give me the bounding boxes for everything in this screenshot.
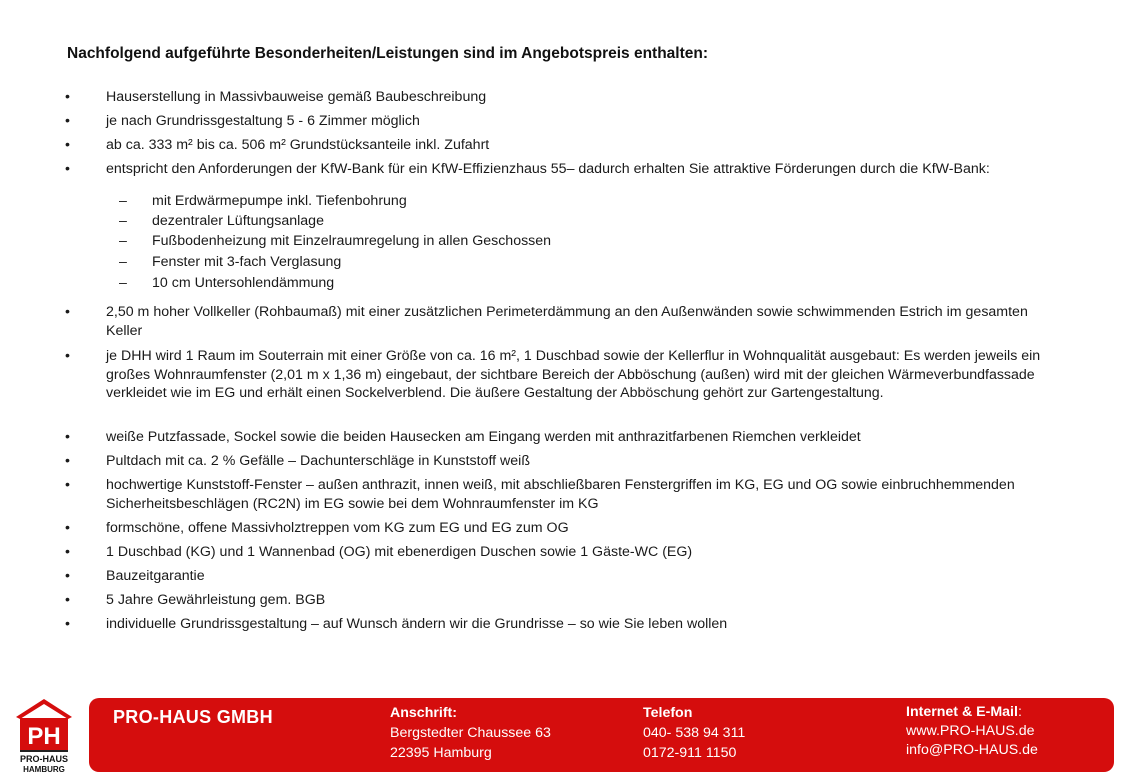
bullet: • xyxy=(65,89,70,105)
sub-list-item-text: dezentraler Lüftungsanlage xyxy=(152,213,324,229)
list-item xyxy=(0,428,1130,452)
logo-text-line1: PRO-HAUS xyxy=(19,754,69,764)
footer-bar xyxy=(89,698,1114,772)
bullet: • xyxy=(65,137,70,153)
list-item-text: je DHH wird 1 Raum im Souterrain mit einer Größe von ca. 16 m², 1 Duschbad sowie der Kellerflur in Wohnqualität ausgebaut: Es werden jeweils ein großes Wohnraumfenster (2,01 m x 1,36 m) eingebaut, der sichtbare Bereich der Abböschung (außen) wird mit der gleichen Wärmeverbundfassade verkleidet wie im EG und erhält einen Sockelverblend. Die äußere Gestaltung der Abböschung gehört zur Gartengestaltung. xyxy=(106,348,1041,401)
list-item-text: formschöne, offene Massivholztreppen vom KG zum EG und EG zum OG xyxy=(106,520,569,536)
list-item xyxy=(0,303,1130,347)
list-item-text: 5 Jahre Gewährleistung gem. BGB xyxy=(106,592,326,608)
logo-mark: PH xyxy=(27,723,61,750)
list-item xyxy=(0,160,1130,192)
dash: – xyxy=(119,233,127,249)
feature-list xyxy=(0,88,1130,639)
phone-number-2[interactable]: 0172-911 1150 xyxy=(643,745,737,761)
sub-list-item xyxy=(0,232,1130,253)
address-city: 22395 Hamburg xyxy=(390,745,492,761)
bullet: • xyxy=(65,568,70,584)
bullet: • xyxy=(65,453,70,469)
sub-list-item-text: Fenster mit 3-fach Verglasung xyxy=(152,254,342,270)
list-item xyxy=(0,136,1130,160)
list-item-text: ab ca. 333 m² bis ca. 506 m² Grundstücksanteile inkl. Zufahrt xyxy=(106,137,490,153)
bullet: • xyxy=(65,304,70,320)
list-item xyxy=(0,591,1130,615)
sub-list-item xyxy=(0,212,1130,232)
list-item xyxy=(0,519,1130,543)
logo-text-line2: HAMBURG xyxy=(23,765,65,774)
list-item-text: Hauserstellung in Massivbauweise gemäß Baubeschreibung xyxy=(106,89,487,105)
list-item xyxy=(0,615,1130,639)
phone-block xyxy=(643,703,745,763)
sub-list-item xyxy=(0,192,1130,212)
list-item xyxy=(0,88,1130,112)
company-name: PRO-HAUS GMBH xyxy=(113,707,273,727)
bullet: • xyxy=(65,429,70,445)
sub-list-item xyxy=(0,253,1130,274)
web-label: Internet & E-Mail xyxy=(906,704,1018,720)
bullet: • xyxy=(65,348,70,364)
pro-haus-logo xyxy=(12,697,76,777)
web-block xyxy=(906,703,1038,760)
list-item xyxy=(0,476,1130,519)
list-item-text: hochwertige Kunststoff-Fenster – außen anthrazit, innen weiß, mit abschließbaren Fenstergriffen im KG, EG und OG sowie einbruchhemmenden Sicherheitsbeschlägen (RC2N) im EG sowie bei dem Wohnraumfenster im KG xyxy=(106,477,1015,512)
list-item xyxy=(0,567,1130,591)
address-street: Bergstedter Chaussee 63 xyxy=(390,725,551,741)
bullet: • xyxy=(65,477,70,493)
bullet: • xyxy=(65,544,70,560)
sub-list-item xyxy=(0,274,1130,303)
list-item xyxy=(0,112,1130,136)
list-item-text: Bauzeitgarantie xyxy=(106,568,205,584)
bullet: • xyxy=(65,520,70,536)
web-label-colon: : xyxy=(1017,704,1022,720)
phone-label: Telefon xyxy=(643,705,693,721)
website-link[interactable]: www.PRO-HAUS.de xyxy=(906,723,1035,739)
web-label-row xyxy=(906,703,1038,722)
bullet: • xyxy=(65,113,70,129)
bullet: • xyxy=(65,161,70,177)
page-heading: Nachfolgend aufgeführte Besonderheiten/Leistungen sind im Angebotspreis enthalten: xyxy=(67,45,709,62)
dash: – xyxy=(119,193,127,209)
address-block xyxy=(390,703,551,763)
list-item xyxy=(0,347,1130,428)
logo-roof-icon xyxy=(16,699,72,719)
dash: – xyxy=(119,254,127,270)
list-item xyxy=(0,543,1130,567)
list-item-text: Pultdach mit ca. 2 % Gefälle – Dachunterschläge in Kunststoff weiß xyxy=(106,453,531,469)
dash: – xyxy=(119,275,127,291)
logo-divider xyxy=(20,750,68,752)
list-item-text: je nach Grundrissgestaltung 5 - 6 Zimmer möglich xyxy=(106,113,420,129)
list-item-text: 2,50 m hoher Vollkeller (Rohbaumaß) mit einer zusätzlichen Perimeterdämmung an den Außenwänden sowie schwimmenden Estrich im gesamten Keller xyxy=(106,304,1028,339)
list-item-text: weiße Putzfassade, Sockel sowie die beiden Hausecken am Eingang werden mit anthrazitfarbenen Riemchen verkleidet xyxy=(106,429,861,445)
bullet: • xyxy=(65,616,70,632)
list-item-text: entspricht den Anforderungen der KfW-Bank für ein KfW-Effizienzhaus 55– dadurch erhalten Sie attraktive Förderungen durch die KfW-Bank: xyxy=(106,161,990,177)
sub-list-item-text: 10 cm Untersohlendämmung xyxy=(152,275,335,291)
list-item-text: individuelle Grundrissgestaltung – auf Wunsch ändern wir die Grundrisse – so wie Sie leben wollen xyxy=(106,616,728,632)
phone-number-1[interactable]: 040- 538 94 311 xyxy=(643,725,746,741)
list-item xyxy=(0,452,1130,476)
list-item-text: 1 Duschbad (KG) und 1 Wannenbad (OG) mit ebenerdigen Duschen sowie 1 Gäste-WC (EG) xyxy=(106,544,693,560)
address-label: Anschrift: xyxy=(390,705,457,721)
email-link[interactable]: info@PRO-HAUS.de xyxy=(906,742,1038,758)
sub-list-item-text: Fußbodenheizung mit Einzelraumregelung in allen Geschossen xyxy=(152,233,552,249)
sub-list-item-text: mit Erdwärmepumpe inkl. Tiefenbohrung xyxy=(152,193,407,209)
bullet: • xyxy=(65,592,70,608)
dash: – xyxy=(119,213,127,229)
